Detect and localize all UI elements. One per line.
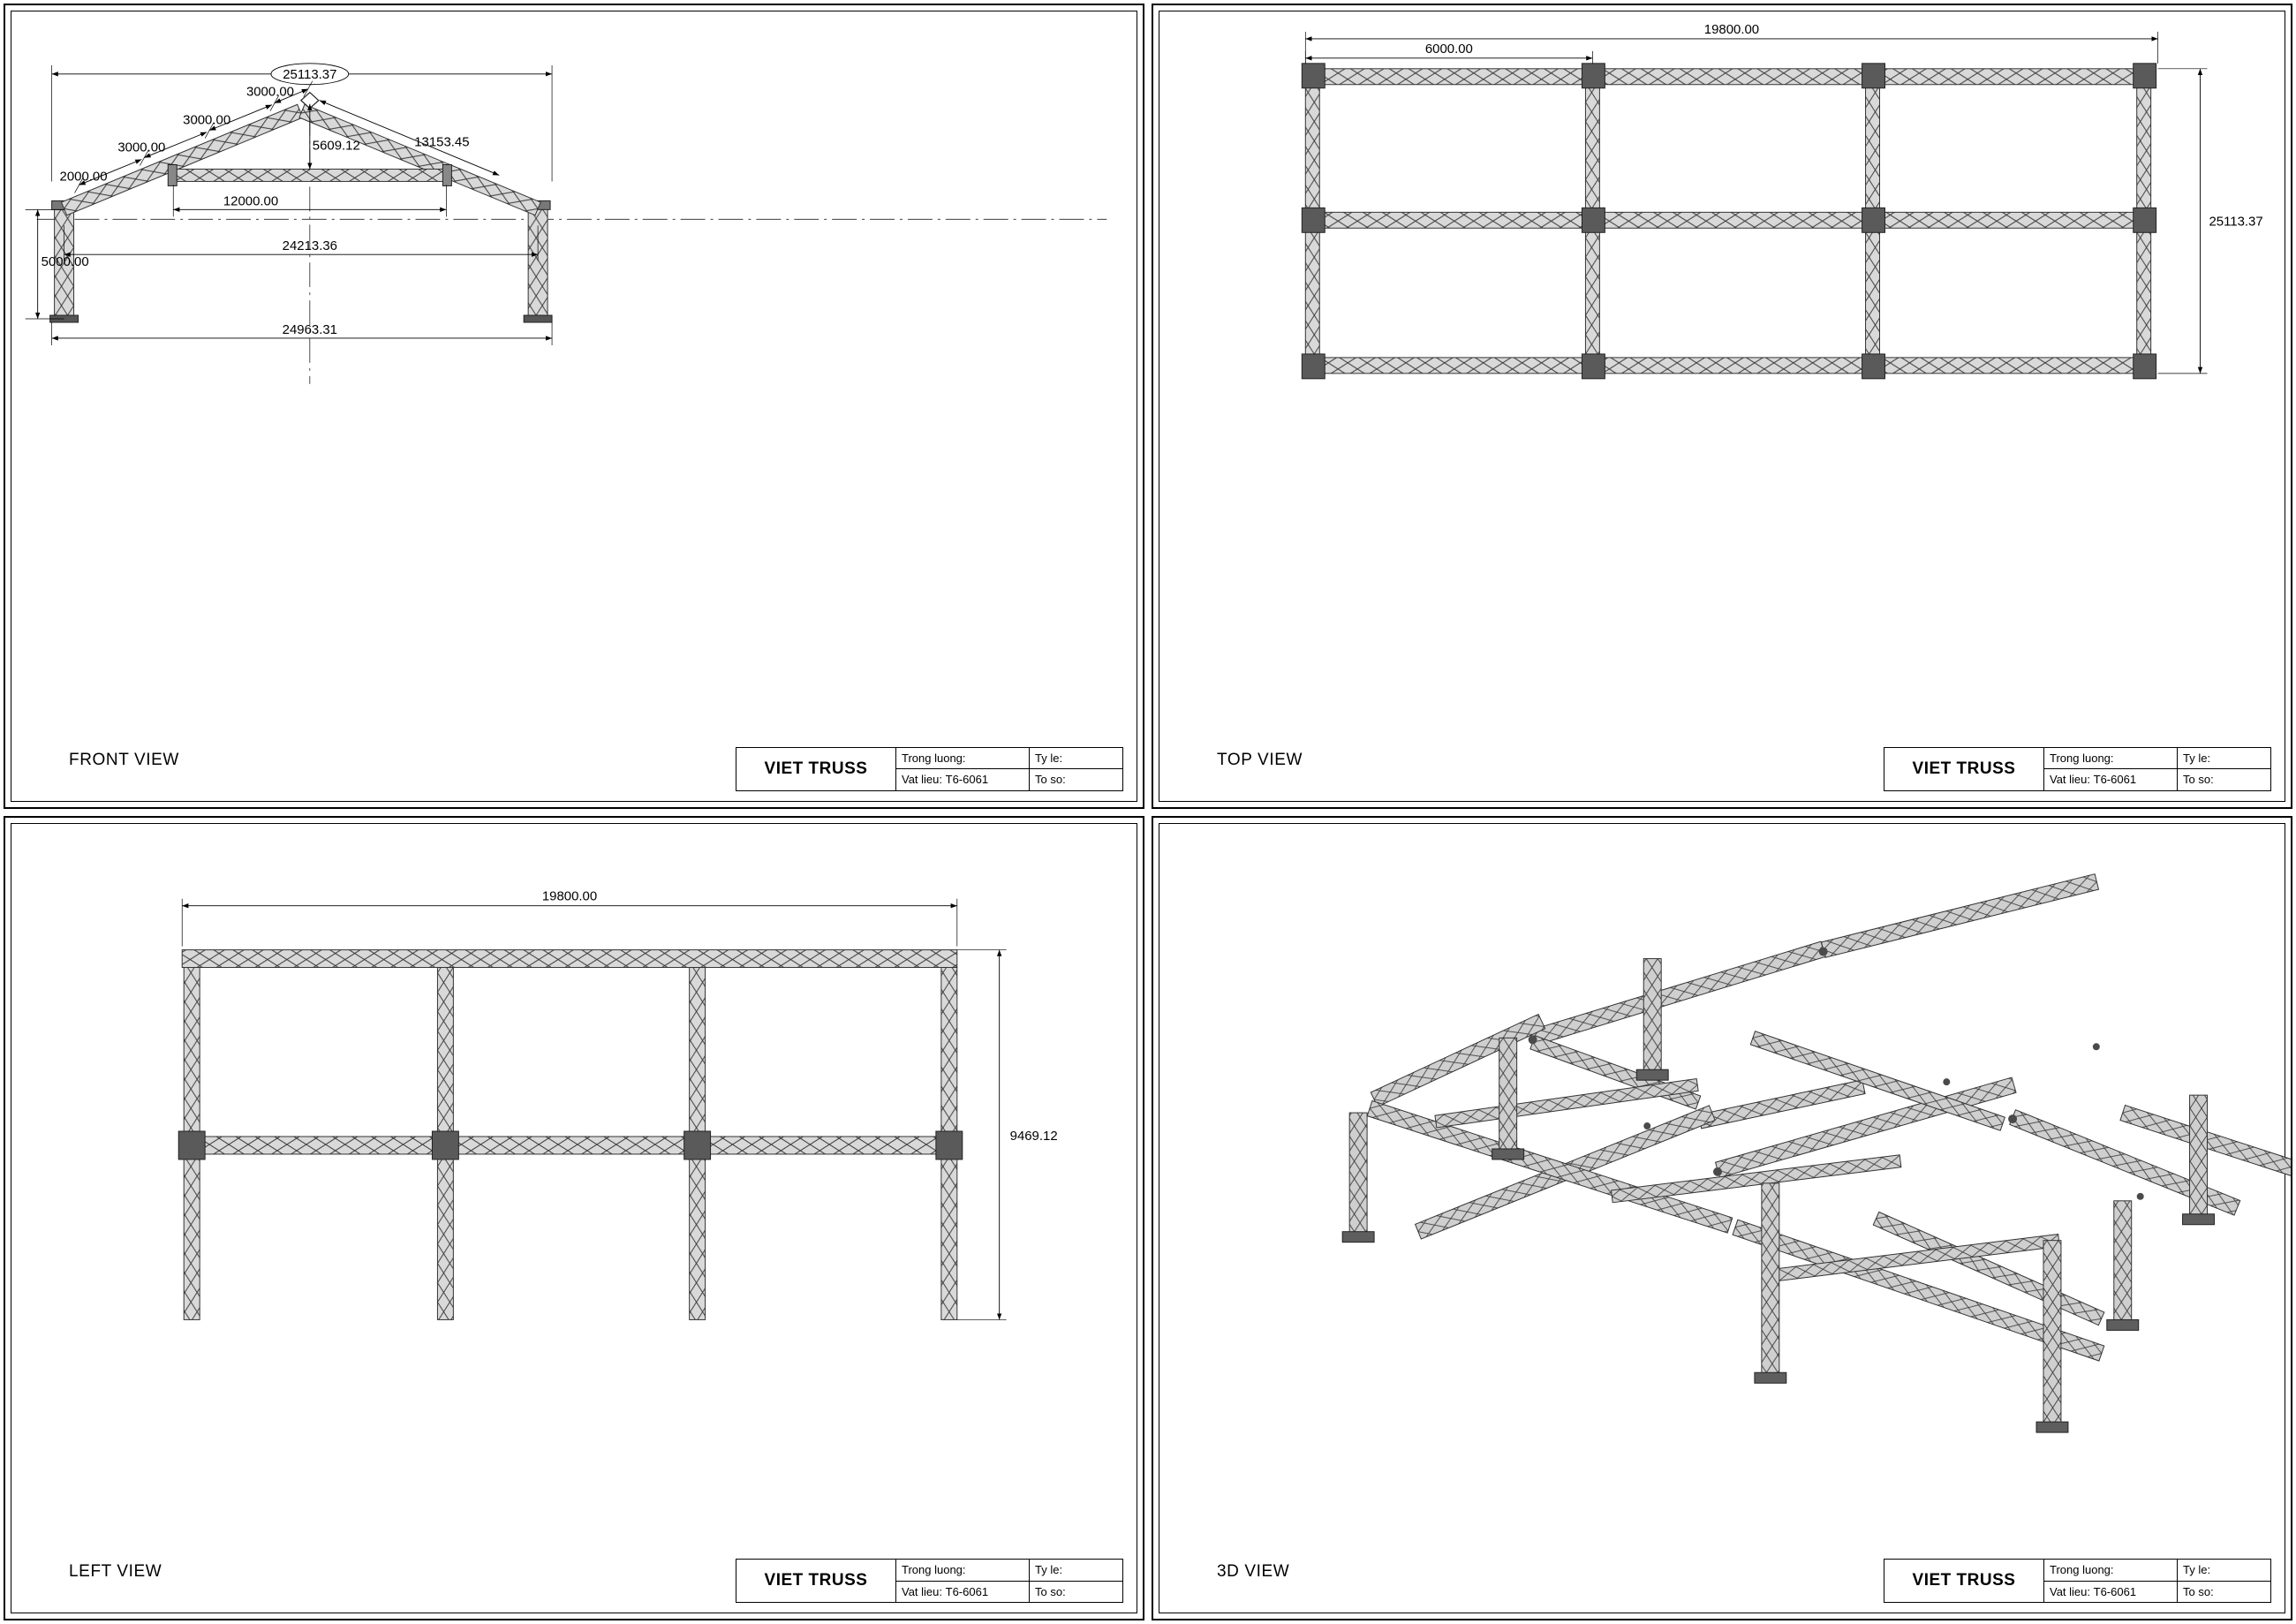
title-block-left <box>736 1559 1123 1603</box>
material-value: T6-6061 <box>945 773 989 787</box>
view-label-top: TOP VIEW <box>1217 750 1303 769</box>
dim-rafter-seg-1: 3000.00 <box>245 84 294 100</box>
material-value: T6-6061 <box>2093 1584 2137 1598</box>
material-label: Vat lieu: <box>2050 1584 2091 1598</box>
dim-bay-spacing: 6000.00 <box>1424 41 1473 57</box>
title-block-col-1 <box>2044 1560 2178 1602</box>
title-block-col-1 <box>896 748 1030 790</box>
title-block-col-1 <box>2044 748 2178 790</box>
panel-3d-view <box>1152 816 2292 1621</box>
dim-rafter-seg-2: 3000.00 <box>183 112 231 128</box>
title-block-3d <box>1884 1559 2271 1603</box>
dim-overall-height: 9469.12 <box>1009 1128 1058 1144</box>
material-row <box>2044 1581 2177 1603</box>
sheet-no-label: To so: <box>1030 1581 1122 1603</box>
view-label-front: FRONT VIEW <box>69 750 179 769</box>
dim-inner-span: 24213.36 <box>282 238 337 254</box>
front-view-drawing <box>5 5 1143 807</box>
sheet-no-label: To so: <box>2178 1581 2270 1603</box>
view-label-left: LEFT VIEW <box>69 1562 162 1581</box>
view-label-3d: 3D VIEW <box>1217 1562 1290 1581</box>
material-label: Vat lieu: <box>2050 773 2091 787</box>
weight-label: Trong luong: <box>902 751 966 765</box>
title-block-col-2 <box>2178 1560 2270 1602</box>
dim-overall-length: 19800.00 <box>1703 21 1760 37</box>
title-block-top <box>1884 747 2271 791</box>
weight-label: Trong luong: <box>2050 751 2114 765</box>
title-block-col-1 <box>896 1560 1030 1602</box>
dim-column-height: 5000.00 <box>41 254 89 270</box>
material-value: T6-6061 <box>945 1584 989 1598</box>
scale-label: Ty le: <box>2183 751 2211 765</box>
material-row <box>896 768 1029 790</box>
material-label: Vat lieu: <box>902 1584 943 1598</box>
title-block-col-2 <box>2178 748 2270 790</box>
dim-tie-beam: 12000.00 <box>223 193 279 209</box>
company-logo: VIET TRUSS <box>1884 1560 2044 1602</box>
dim-outer-span: 24963.31 <box>282 321 337 337</box>
material-row <box>896 1581 1029 1603</box>
company-logo: VIET TRUSS <box>736 1560 896 1602</box>
top-view-drawing <box>1153 5 2291 807</box>
title-block-col-2 <box>1030 1560 1122 1602</box>
title-block-front <box>736 747 1123 791</box>
company-logo: VIET TRUSS <box>736 748 896 790</box>
three-d-view-drawing <box>1153 818 2291 1620</box>
panel-front-view <box>4 4 1144 809</box>
dim-overall-width: 25113.37 <box>2209 214 2263 230</box>
dim-rafter-total: 13153.45 <box>414 134 470 150</box>
scale-label: Ty le: <box>1035 1563 1063 1577</box>
sheet-no-label: To so: <box>1030 768 1122 790</box>
weight-label: Trong luong: <box>902 1563 966 1577</box>
company-logo: VIET TRUSS <box>1884 748 2044 790</box>
sheet-no-label: To so: <box>2178 768 2270 790</box>
scale-label: Ty le: <box>1035 751 1063 765</box>
left-view-drawing <box>5 818 1143 1620</box>
dim-overall-length: 19800.00 <box>541 888 598 904</box>
weight-label: Trong luong: <box>2050 1563 2114 1577</box>
material-value: T6-6061 <box>2093 773 2137 787</box>
dim-overall-top-span: 25113.37 <box>283 66 337 82</box>
title-block-col-2 <box>1030 748 1122 790</box>
panel-left-view <box>4 816 1144 1621</box>
scale-label: Ty le: <box>2183 1563 2211 1577</box>
material-label: Vat lieu: <box>902 773 943 787</box>
dim-rafter-seg-3: 3000.00 <box>117 140 166 155</box>
dim-ridge-height: 5609.12 <box>312 138 360 154</box>
panel-top-view <box>1152 4 2292 809</box>
dim-rafter-seg-4: 2000.00 <box>59 169 108 185</box>
material-row <box>2044 768 2177 790</box>
